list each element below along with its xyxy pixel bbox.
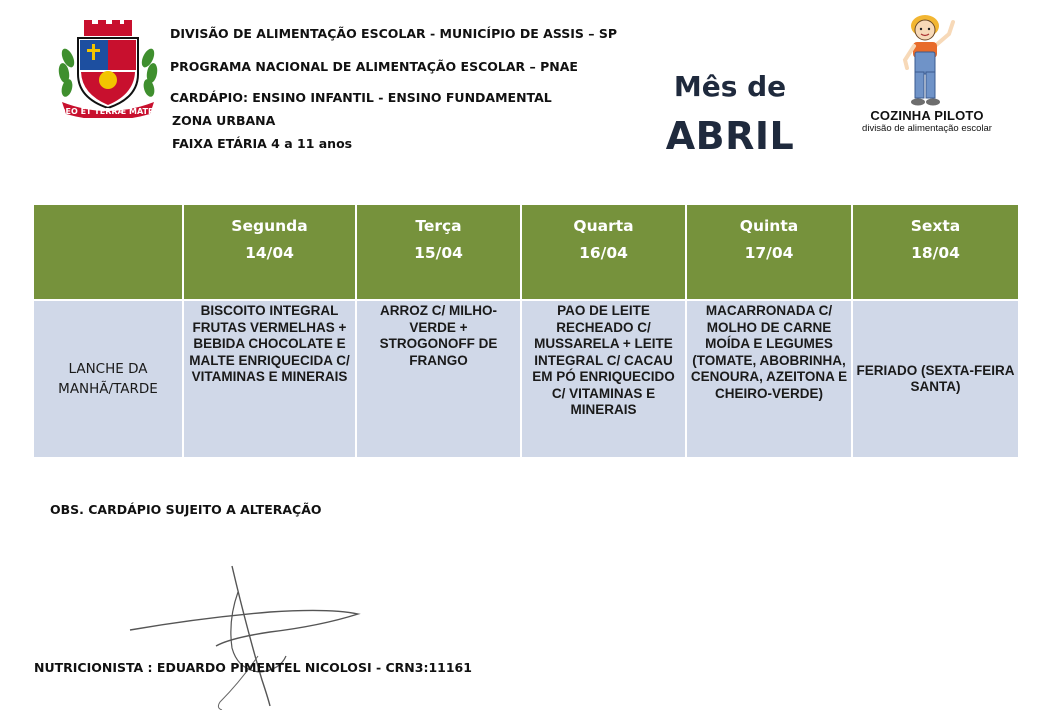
table-row-snack — [33, 300, 1019, 458]
header-division: DIVISÃO DE ALIMENTAÇÃO ESCOLAR - MUNICÍPIO DE ASSIS – SP — [170, 26, 618, 41]
header-age-range: FAIXA ETÁRIA 4 a 11 anos — [172, 136, 353, 151]
month-label: Mês de — [673, 70, 787, 103]
day-name: Terça — [415, 217, 462, 235]
logo-title: COZINHA PILOTO — [870, 108, 984, 123]
day-header-wednesday — [521, 204, 686, 300]
meal-cell-thursday: MACARRONADA C/ MOLHO DE CARNE MOÍDA E LEGUMES (TOMATE, ABOBRINHA, CENOURA, AZEITONA E CHEIRO-VERDE) — [686, 300, 852, 458]
mascot-illustration — [895, 12, 961, 110]
month-name: ABRIL — [665, 114, 795, 158]
day-name: Segunda — [231, 217, 308, 235]
header-program: PROGRAMA NACIONAL DE ALIMENTAÇÃO ESCOLAR – PNAE — [170, 59, 578, 74]
meal-cell-friday: FERIADO (SEXTA-FEIRA SANTA) — [852, 300, 1019, 458]
day-header-friday — [852, 204, 1019, 300]
row-label-snack: LANCHE DA MANHÃ/TARDE — [33, 300, 183, 458]
table-header-row — [33, 204, 1019, 300]
day-date: 14/04 — [245, 244, 294, 262]
day-date: 15/04 — [414, 244, 463, 262]
day-name: Quarta — [573, 217, 634, 235]
municipal-coat-of-arms — [54, 18, 162, 118]
day-date: 18/04 — [911, 244, 960, 262]
nutritionist-signature-line: NUTRICIONISTA : EDUARDO PIMENTEL NICOLOSI - CRN3:11161 — [34, 660, 472, 675]
meal-cell-wednesday: PAO DE LEITE RECHEADO C/ MUSSARELA + LEITE INTEGRAL C/ CACAU EM PÓ ENRIQUECIDO C/ VITAMINAS E MINERAIS — [521, 300, 686, 458]
handwritten-signature — [120, 560, 380, 710]
crest-motto: DEO ET TERRÆ MATRI — [58, 107, 158, 116]
meal-cell-tuesday: ARROZ C/ MILHO-VERDE + STROGONOFF DE FRANGO — [356, 300, 521, 458]
day-name: Sexta — [910, 217, 961, 235]
day-header-monday — [183, 204, 356, 300]
header-zone: ZONA URBANA — [172, 113, 276, 128]
day-name: Quinta — [739, 217, 799, 235]
day-header-thursday — [686, 204, 852, 300]
header-corner-cell — [33, 204, 183, 300]
header-menu-type: CARDÁPIO: ENSINO INFANTIL - ENSINO FUNDAMENTAL — [170, 90, 552, 105]
logo-subtitle: divisão de alimentação escolar — [862, 123, 992, 134]
menu-disclaimer: OBS. CARDÁPIO SUJEITO A ALTERAÇÃO — [50, 502, 322, 517]
meal-cell-monday: BISCOITO INTEGRAL FRUTAS VERMELHAS + BEBIDA CHOCOLATE E MALTE ENRIQUECIDA C/ VITAMINAS E MINERAIS — [183, 300, 356, 458]
menu-table — [32, 203, 1020, 459]
day-date: 16/04 — [579, 244, 628, 262]
day-header-tuesday — [356, 204, 521, 300]
day-date: 17/04 — [744, 244, 794, 262]
